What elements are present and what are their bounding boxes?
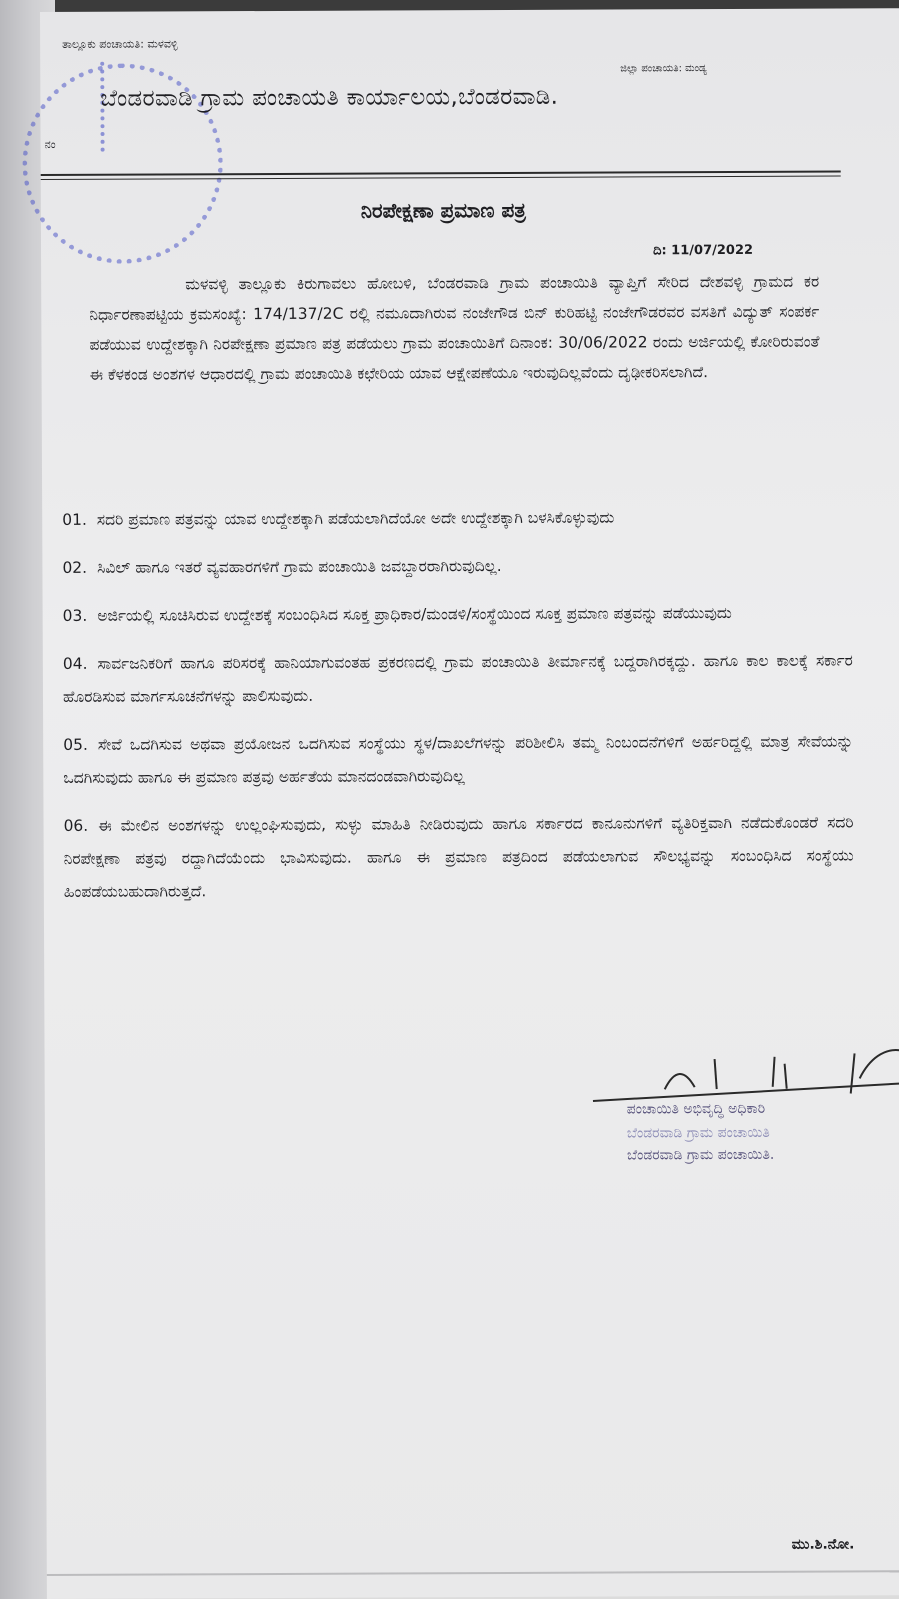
office-title: ಬೆಂಡರವಾಡಿ ಗ್ರಾಮ ಪಂಚಾಯತಿ ಕಾರ್ಯಾಲಯ,ಬೆಂಡರವಾಡಿ. <box>100 83 559 112</box>
condition-number: 01. <box>62 510 87 529</box>
condition-number: 02. <box>62 558 88 577</box>
condition-item <box>63 644 853 713</box>
officer-designation: ಪಂಚಾಯಿತಿ ಅಭಿವೃದ್ಧಿ ಅಧಿಕಾರಿ <box>626 1100 766 1118</box>
condition-number: 05. <box>63 735 88 754</box>
condition-text: ಸಿವಿಲ್ ಹಾಗೂ ಇತರೆ ವ್ಯವಹಾರಗಳಿಗೆ ಗ್ರಾಮ ಪಂಚಾಯಿತಿ ಜವಬ್ದಾರರಾಗಿರುವುದಿಲ್ಲ. <box>97 556 502 577</box>
reference-number-label: ನಂ <box>44 137 56 151</box>
officer-stamp-line: ಬೆಂಡರವಾಡಿ ಗ್ರಾಮ ಪಂಚಾಯಿತಿ <box>626 1124 770 1142</box>
condition-text: ಸೇವೆ ಒದಗಿಸುವ ಅಥವಾ ಪ್ರಯೋಜನ ಒದಗಿಸುವ ಸಂಸ್ಥೆಯು ಸ್ಥಳ/ದಾಖಲೆಗಳನ್ನು ಪರಿಶೀಲಿಸಿ ತಮ್ಮ ನಿಂಬಂದನೆಗಳಿಗೆ ಅರ್ಹರಿದ್ದಲ್ಲಿ ಮಾತ್ರ ಸೇವೆಯನ್ನು ಒದಗಿಸುವುದು ಹಾಗೂ ಈ ಪ್ರಮಾಣ ಪತ್ರವು ಅರ್ಹತೆಯ ಮಾನದಂಡವಾಗಿರುವುದಿಲ್ಲ <box>63 732 854 787</box>
condition-number: 06. <box>63 816 89 835</box>
condition-number: 03. <box>62 606 88 625</box>
condition-item <box>63 725 853 794</box>
officer-office-line: ಬೆಂಡರವಾಡಿ ಗ್ರಾಮ ಪಂಚಾಯಿತಿ. <box>626 1146 775 1164</box>
condition-item <box>62 500 852 536</box>
document-page <box>40 8 899 1599</box>
condition-text: ಈ ಮೇಲಿನ ಅಂಶಗಳನ್ನು ಉಲ್ಲಂಘಿಸುವುದು, ಸುಳ್ಳು ಮಾಹಿತಿ ನೀಡಿರುವುದು ಹಾಗೂ ಸರ್ಕಾರದ ಕಾನೂನುಗಳಿಗೆ ವ್ಯತಿರಿಕ್ತವಾಗಿ ನಡೆದುಕೊಂಡರೆ ಸದರಿ ನಿರಪೇಕ್ಷಣಾ ಪತ್ರವು ರದ್ದಾಗಿದೆಯೆಂದು ಭಾವಿಸುವುದು. ಹಾಗೂ ಈ ಪ್ರಮಾಣ ಪತ್ರದಿಂದ ಪಡೆಯಲಾಗುವ ಸೌಲಭ್ಯವನ್ನು ಸಂಬಂಧಿಸಿದ ಸಂಸ್ಥೆಯು ಹಿಂಪಡೆಯಬಹುದಾಗಿರುತ್ತದೆ. <box>63 813 854 901</box>
document-title: ನಿರಪೇಕ್ಷಣಾ ಪ್ರಮಾಣ ಪತ್ರ <box>360 197 526 223</box>
intro-paragraph: ಮಳವಳ್ಳಿ ತಾಲ್ಲೂಕು ಕಿರುಗಾವಲು ಹೋಬಳಿ, ಬೆಂಡರವಾಡಿ ಗ್ರಾಮ ಪಂಚಾಯಿತಿ ವ್ಯಾಪ್ತಿಗೆ ಸೇರಿದ ದೇಶವಳ್ಳಿ ಗ್ರಾಮದ ಕರ ನಿರ್ಧಾರಣಾಪಟ್ಟಿಯ ಕ್ರಮಸಂಖ್ಯೆ: 174/137/2C ರಲ್ಲಿ ನಮೂದಾಗಿರುವ ನಂಜೇಗೌಡ ಬಿನ್ ಕುರಿಹಟ್ಟಿ ನಂಜೇಗೌಡರವರ ವಸತಿಗೆ ವಿದ್ಯುತ್ ಸಂಪರ್ಕ ಪಡೆಯುವ ಉದ್ದೇಶಕ್ಕಾಗಿ ನಿರಪೇಕ್ಷಣಾ ಪ್ರಮಾಣ ಪತ್ರ ಪಡೆಯಲು ಗ್ರಾಮ ಪಂಚಾಯಿತಿಗೆ ದಿನಾಂಕ: 30/06/2022 ರಂದು ಅರ್ಜಿಯಲ್ಲಿ ಕೋರಿರುವಂತೆ ಈ ಕೆಳಕಂಡ ಅಂಶಗಳ ಆಧಾರದಲ್ಲಿ ಗ್ರಾಮ ಪಂಚಾಯಿತಿ ಕಛೇರಿಯ ಯಾವ ಆಕ್ಷೇಪಣೆಯೂ ಇರುವುದಿಲ್ಲವೆಂದು ದೃಢೀಕರಿಸಲಾಗಿದೆ. <box>89 272 820 384</box>
condition-item <box>62 548 852 584</box>
taluk-panchayat-line: ತಾಲ್ಲೂಕು ಪಂಚಾಯತಿ: ಮಳವಳ್ಳಿ <box>62 37 178 51</box>
condition-text: ಸದರಿ ಪ್ರಮಾಣ ಪತ್ರವನ್ನು ಯಾವ ಉದ್ದೇಶಕ್ಕಾಗಿ ಪಡೆಯಲಾಗಿದೆಯೋ ಅದೇ ಉದ್ದೇಶಕ್ಕಾಗಿ ಬಳಸಿಕೊಳ್ಳುವುದು <box>96 508 615 529</box>
condition-text: ಅರ್ಜಿಯಲ್ಲಿ ಸೂಚಿಸಿರುವ ಉದ್ದೇಶಕ್ಕೆ ಸಂಬಂಧಿಸಿದ ಸೂಕ್ತ ಪ್ರಾಧಿಕಾರ/ಮಂಡಳಿ/ಸಂಸ್ಥೆಯಿಂದ ಸೂಕ್ತ ಪ್ರಮಾಣ ಪತ್ರವನ್ನು ಪಡೆಯುವುದು <box>97 603 732 625</box>
district-panchayat-line: ಜಿಲ್ಲಾ ಪಂಚಾಯತಿ: ಮಂಡ್ಯ <box>620 63 707 75</box>
footer-note: ಮು.ಶಿ.ನೋ. <box>791 1536 855 1553</box>
condition-text: ಸಾರ್ವಜನಿಕರಿಗೆ ಹಾಗೂ ಪರಿಸರಕ್ಕೆ ಹಾನಿಯಾಗುವಂತಹ ಪ್ರಕರಣದಲ್ಲಿ ಗ್ರಾಮ ಪಂಚಾಯಿತಿ ತೀರ್ಮಾನಕ್ಕೆ ಬದ್ದರಾಗಿರಕ್ಕದ್ದು. ಹಾಗೂ ಕಾಲ ಕಾಲಕ್ಕೆ ಸರ್ಕಾರ ಹೊರಡಿಸುವ ಮಾರ್ಗಸೂಚನೆಗಳನ್ನು ಪಾಲಿಸುವುದು. <box>62 651 853 706</box>
conditions-list <box>62 500 854 923</box>
condition-item <box>63 596 853 632</box>
condition-number: 04. <box>62 654 88 673</box>
document-date: ದಿ: 11/07/2022 <box>653 242 754 259</box>
footer-rule <box>47 1570 899 1576</box>
condition-item <box>63 806 853 908</box>
